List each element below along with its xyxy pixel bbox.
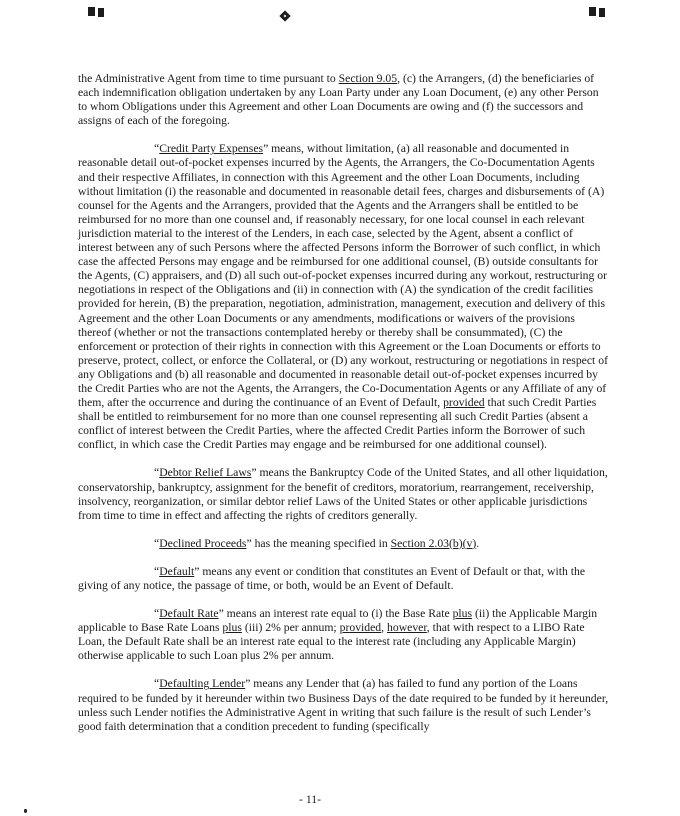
scan-artifact-blob <box>589 7 596 16</box>
definition-default-rate: “Default Rate” means an interest rate equal to (i) the Base Rate plus (ii) the Applicable Margin applicable to Base Rate Loans plus (iii) 2% per annum; provided, however, that with respect to a LIBO Rate Loan, the Default Rate shall be an interest rate equal to the interest rate (including any Applicable Margin) otherwise applicable to such Loan plus 2% per annum. <box>78 607 598 663</box>
document-body-text <box>78 72 609 748</box>
definition-defaulting-lender: “Defaulting Lender” means any Lender that (a) has failed to fund any portion of the Loans required to be funded by it hereunder within two Business Days of the date required to be funded by it hereunder, unless such Lender notifies the Administrative Agent in writing that such failure is the result of such Lender’s good faith determination that a condition precedent to funding (specifically <box>78 677 609 733</box>
paragraph-continuation: the Administrative Agent from time to time pursuant to Section 9.05, (c) the Arrangers, (d) the beneficiaries of each indemnification obligation undertaken by any Loan Party under any Loan Document, (e) any other Person to whom Obligations under this Agreement and other Loan Documents are owing and (f) the successors and assigns of each of the foregoing. <box>78 72 599 128</box>
definition-default: “Default” means any event or condition that constitutes an Event of Default or that, with the giving of any notice, the passage of time, or both, would be an Event of Default. <box>78 564 586 592</box>
scan-artifact-top-center <box>281 7 289 25</box>
definition-debtor-relief-laws: “Debtor Relief Laws” means the Bankruptcy Code of the United States, and all other liquidation, conservatorship, bankruptcy, assignment for the benefit of creditors, moratorium, rearrangement, receivership, insolvency, reorganization, or similar debtor relief Laws of the United States or other applicable jurisdictions from time to time in effect and affecting the rights of creditors generally. <box>78 466 608 522</box>
page-number: - 11- <box>299 793 321 806</box>
scan-artifact-blob <box>98 8 104 17</box>
definition-declined-proceeds: “Declined Proceeds” has the meaning specified in Section 2.03(b)(v). <box>154 536 480 550</box>
scan-artifact-diamond <box>279 10 290 21</box>
definition-credit-party-expenses: “Credit Party Expenses” means, without limitation, (a) all reasonable and documented in reasonable detail out-of-pocket expenses incurred by the Agents, the Arrangers, the Co-Documentation Agents and their respective Affiliates, in connection with this Agreement and the other Loan Documents, including without limitation (i) the reasonable and documented in reasonable detail fees, charges and disbursements of (A) counsel for the Agents and the Arrangers, provided that the Agents and the Arrangers shall be entitled to be reimbursed for no more than one counsel and, if reasonably necessary, for one local counsel in each relevant jurisdiction material to the interest of the Lenders, in each case, selected by the Agent, absent a conflict of interest between any of such Persons where the affected Persons inform the Borrower of such conflict, in which case the affected Persons may engage and be reimbursed for one additional counsel, (B) outside consultants for the Agents, (C) appraisers, and (D) all such out-of-pocket expenses incurred during any workout, restructuring or negotiations in respect of the Obligations and (ii) in connection with (A) the syndication of the credit facilities provided for herein, (B) the preparation, negotiation, administration, management, execution and delivery of this Agreement and the other Loan Documents or any amendments, modifications or waivers of the provisions thereof (whether or not the transactions contemplated hereby or thereby shall be consummated), (C) the enforcement or protection of their rights in connection with this Agreement or the Loan Documents or efforts to preserve, protect, collect, or enforce the Collateral, or (D) any workout, restructuring or negotiations in respect of any Obligations and (b) all reasonable and documented in reasonable detail out-of-pocket expenses incurred by the Credit Parties who are not the Agents, the Arrangers, the Co-Documentation Agents or any Affiliate of any of them, after the occurrence and during the continuance of an Event of Default, provided that such Credit Parties shall be entitled to reimbursement for no more than one counsel representing all such Credit Parties (absent a conflict of interest between the Credit Parties, where the affected Credit Parties inform the Borrower of such conflict, in which case the Credit Parties may engage and be reimbursed for one additional counsel). <box>78 142 608 452</box>
scan-artifact-blob <box>88 7 95 16</box>
scan-artifact-top-left <box>88 7 104 17</box>
scan-artifact-top-right <box>589 7 605 17</box>
scan-artifact-blob <box>599 8 605 17</box>
scan-artifact-bottom-left-dot <box>24 809 27 813</box>
